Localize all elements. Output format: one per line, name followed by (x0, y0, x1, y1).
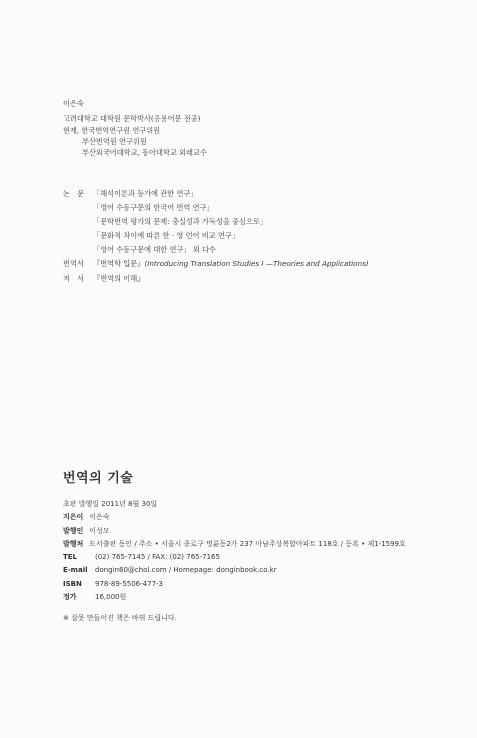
isbn-label: ISBN (63, 579, 82, 588)
paper-item: 「영어 수동구문에 대한 연구」 외 다수 (93, 245, 217, 255)
email-line (63, 564, 406, 577)
translator-bio (63, 98, 207, 158)
publisher-label: 발행처 (63, 539, 84, 548)
translation-title-en: (Introducing Translation Studies I —Theories and Applications) (144, 259, 369, 269)
paper-item: 「해석이론과 등가에 관한 연구」 (93, 189, 198, 198)
author-value: 이은숙 (89, 513, 110, 522)
papers-row (63, 187, 369, 201)
tel-value: (02) 765-7145 / FAX: (02) 765-7165 (95, 553, 220, 562)
tel-label: TEL (63, 553, 78, 562)
colophon (63, 467, 406, 626)
book-label: 저 서 (63, 273, 85, 283)
translator-name: 이은숙 (63, 99, 84, 108)
translation-label: 번역서 (63, 259, 84, 269)
works-list (63, 187, 369, 286)
book-title: 『번역의 이해』 (93, 273, 145, 283)
publisher-person-label: 발행인 (63, 526, 84, 535)
first-edition-line: 초판 발행일 2011년 8월 30일 (63, 500, 158, 508)
isbn-value: 978-89-5506-477-3 (95, 579, 164, 588)
publisher-line (63, 538, 406, 551)
bio-line: 고려대학교 대학원 문학박사(응용어문 전공) (63, 114, 201, 124)
paper-item: 「문화적 차이에 따른 한 · 영 언어 비교 연구」 (93, 231, 240, 241)
price-line (63, 591, 406, 604)
author-line (63, 511, 406, 524)
isbn-line (63, 578, 406, 591)
publisher-person-line (63, 525, 406, 538)
bio-line: 부산번역원 연구위원 (82, 136, 147, 146)
book-title-heading: 번역의 기술 (63, 471, 134, 486)
author-label: 지은이 (63, 513, 84, 522)
translation-title-kr: 『번역학 입문』 (93, 259, 145, 269)
book-row (63, 272, 369, 286)
paper-item: 「문학번역 평가의 문제: 충실성과 가독성을 중심으로」 (93, 217, 268, 227)
tel-line (63, 551, 406, 564)
papers-label: 논 문 (63, 189, 85, 198)
translation-row (63, 257, 369, 271)
publisher-person-value: 이성모 (89, 526, 110, 535)
paper-item: 「영어 수동구문의 한국어 번역 연구」 (93, 203, 214, 213)
bio-line: 부산외국어대학교, 동아대학교 외래교수 (82, 148, 207, 158)
defect-note: ※ 잘못 만들어진 책은 바꿔 드립니다. (63, 614, 177, 623)
email-value: dongin60@chol.com / Homepage: donginbook.co.kr (95, 566, 277, 575)
email-label: E-mail (63, 566, 88, 575)
bio-line: 현재, 한국번역연구원 연구위원 (63, 125, 161, 135)
price-value: 16,000원 (95, 593, 127, 602)
publisher-value: 도서출판 동인 / 주소 • 서울시 종로구 명륜동2가 237 아남주상복합아파트 118호 / 등록 • 제1-1599호 (89, 539, 406, 548)
price-label: 정가 (63, 593, 77, 602)
